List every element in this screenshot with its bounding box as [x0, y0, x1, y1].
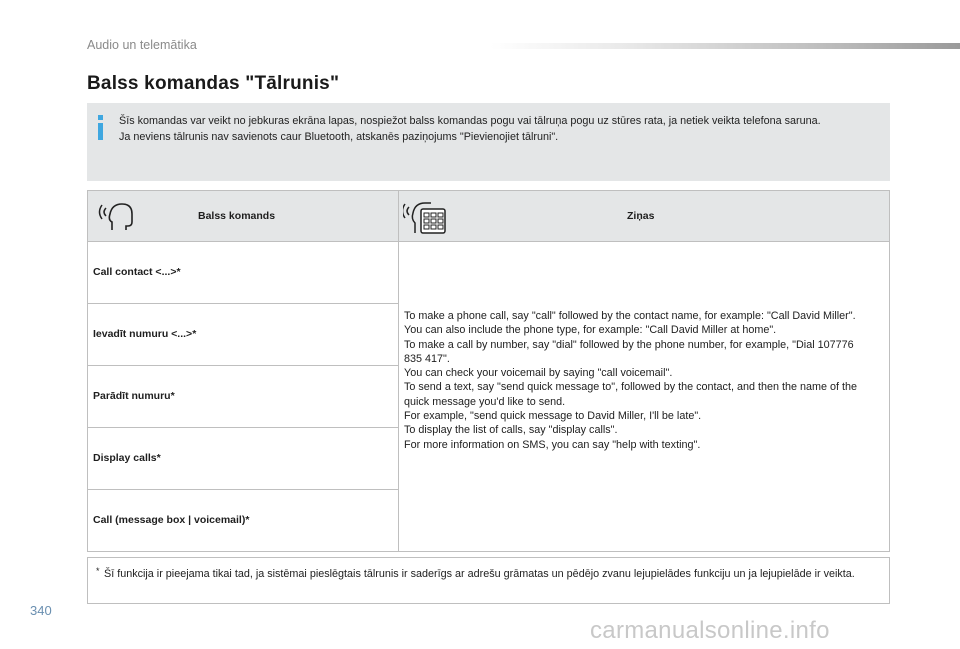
- header-messages-label: Ziņas: [627, 210, 655, 222]
- phone-keypad-icon: [403, 199, 449, 235]
- header-commands-label: Balss komands: [198, 210, 276, 222]
- header-messages: [399, 191, 889, 241]
- message-line: You can check your voicemail by saying "call voicemail".: [404, 367, 673, 380]
- info-icon: [97, 115, 105, 140]
- command-label: Parādīt numuru*: [93, 390, 175, 402]
- page-title: Balss komandas "Tālrunis": [87, 73, 340, 94]
- voice-commands-table: [87, 190, 890, 552]
- table-row: [88, 304, 398, 366]
- footnote-box: [87, 557, 890, 604]
- command-label: Ievadīt numuru <...>*: [93, 328, 197, 340]
- info-line-2: Ja neviens tālrunis nav savienots caur Bluetooth, atskanēs paziņojums "Pievienojiet tālruni".: [119, 131, 559, 143]
- table-row: [88, 490, 398, 551]
- message-line: For more information on SMS, you can say "help with texting".: [404, 438, 701, 451]
- header-commands: [88, 191, 399, 241]
- command-label: Call contact <...>*: [93, 266, 181, 278]
- message-line: To make a call by number, say "dial" followed by the phone number, for example, "Dial 107776 835 417".: [404, 338, 854, 365]
- message-line: You can also include the phone type, for example: "Call David Miller at home".: [404, 324, 777, 337]
- message-line: For example, "send quick message to David Miller, I'll be late".: [404, 410, 702, 423]
- message-line: To make a phone call, say "call" followed by the contact name, for example: "Call David Miller".: [404, 310, 856, 322]
- table-row: [88, 242, 398, 304]
- table-row: [88, 366, 398, 428]
- message-line: To send a text, say "send quick message to", followed by the contact, and then the name of the quick message you'd like to send.: [404, 381, 858, 408]
- section-header: Audio un telemātika: [87, 38, 197, 52]
- watermark: carmanualsonline.info: [590, 617, 830, 644]
- command-rows: [88, 242, 399, 551]
- table-header: [88, 191, 889, 242]
- command-label: Display calls*: [93, 452, 161, 464]
- footnote-text: Šī funkcija ir pieejama tikai tad, ja sistēmai pieslēgtais tālrunis ir saderīgs ar adrešu grāmatas un pēdējo zvanu lejupielādes funkciju un ja lejupielāde ir veikta.: [104, 568, 855, 580]
- message-cell: [404, 309, 874, 452]
- table-row: [88, 428, 398, 490]
- voice-command-icon: [98, 200, 138, 232]
- message-line: To display the list of calls, say "display calls".: [404, 424, 618, 437]
- info-line-1: Šīs komandas var veikt no jebkuras ekrāna lapas, nospiežot balss komandas pogu vai tālruņa pogu uz stūres rata, ja netiek veikta telefona saruna.: [119, 115, 821, 127]
- footnote-marker: *: [96, 566, 100, 576]
- info-text: [119, 113, 879, 145]
- info-box: [87, 103, 890, 181]
- page-number: 340: [30, 603, 52, 618]
- header-gradient-bar: [490, 43, 960, 49]
- command-label: Call (message box | voicemail)*: [93, 514, 250, 526]
